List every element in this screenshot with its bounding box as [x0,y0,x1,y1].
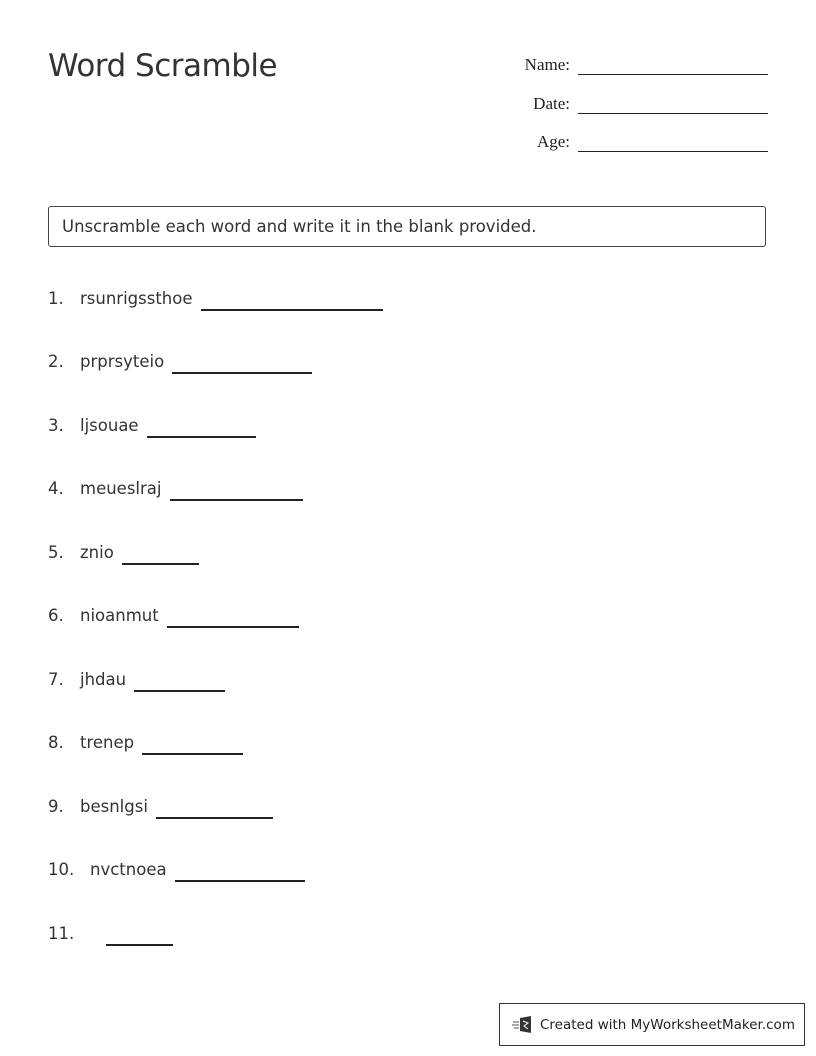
list-item [48,670,225,689]
scrambled-word: jhdau [80,670,127,689]
answer-blank[interactable] [142,739,243,755]
footer-badge[interactable] [499,1003,805,1046]
scrambled-word: nvctnoea [90,860,167,879]
list-item [48,479,303,498]
worksheet-logo-icon [512,1015,534,1035]
footer-text: Created with MyWorksheetMaker.com [540,1016,795,1033]
instructions-box: Unscramble each word and write it in the blank provided. [48,206,766,247]
item-number: 11. [48,924,75,943]
list-item [48,416,256,435]
scrambled-word: besnlgsi [80,797,148,816]
age-line[interactable] [578,133,768,152]
item-number: 6. [48,606,64,625]
name-field[interactable] [525,55,768,75]
scrambled-word: meueslraj [80,479,162,498]
list-item [48,797,273,816]
list-item [48,733,243,752]
scrambled-word: rsunrigssthoe [80,289,193,308]
scrambled-word: trenep [80,733,135,752]
item-number: 8. [48,733,64,752]
list-item [48,860,305,879]
answer-blank[interactable] [172,358,312,374]
name-line[interactable] [578,56,768,75]
item-number: 5. [48,543,64,562]
answer-blank[interactable] [134,676,225,692]
answer-blank[interactable] [170,485,303,501]
answer-blank[interactable] [201,295,383,311]
item-number: 7. [48,670,64,689]
answer-blank[interactable] [106,930,173,946]
name-label: Name: [524,55,570,74]
page-title: Word Scramble [48,48,278,84]
date-field[interactable] [533,94,768,114]
age-field[interactable] [537,132,768,152]
age-label: Age: [536,132,570,151]
item-number: 1. [48,289,64,308]
item-number: 10. [48,860,75,879]
date-line[interactable] [578,95,768,114]
list-item [48,606,299,625]
answer-blank[interactable] [167,612,299,628]
list-item [48,352,312,371]
answer-blank[interactable] [175,866,305,882]
answer-blank[interactable] [147,422,256,438]
scrambled-word: ljsouae [80,416,139,435]
item-number: 4. [48,479,64,498]
answer-blank[interactable] [156,803,273,819]
item-number: 9. [48,797,64,816]
answer-blank[interactable] [122,549,199,565]
date-label: Date: [533,94,570,113]
list-item [48,543,199,562]
scrambled-word: nioanmut [80,606,159,625]
item-number: 3. [48,416,64,435]
list-item [48,289,383,308]
scrambled-word: znio [80,543,114,562]
item-number: 2. [48,352,64,371]
scrambled-word: prprsyteio [80,352,165,371]
list-item [48,924,173,943]
